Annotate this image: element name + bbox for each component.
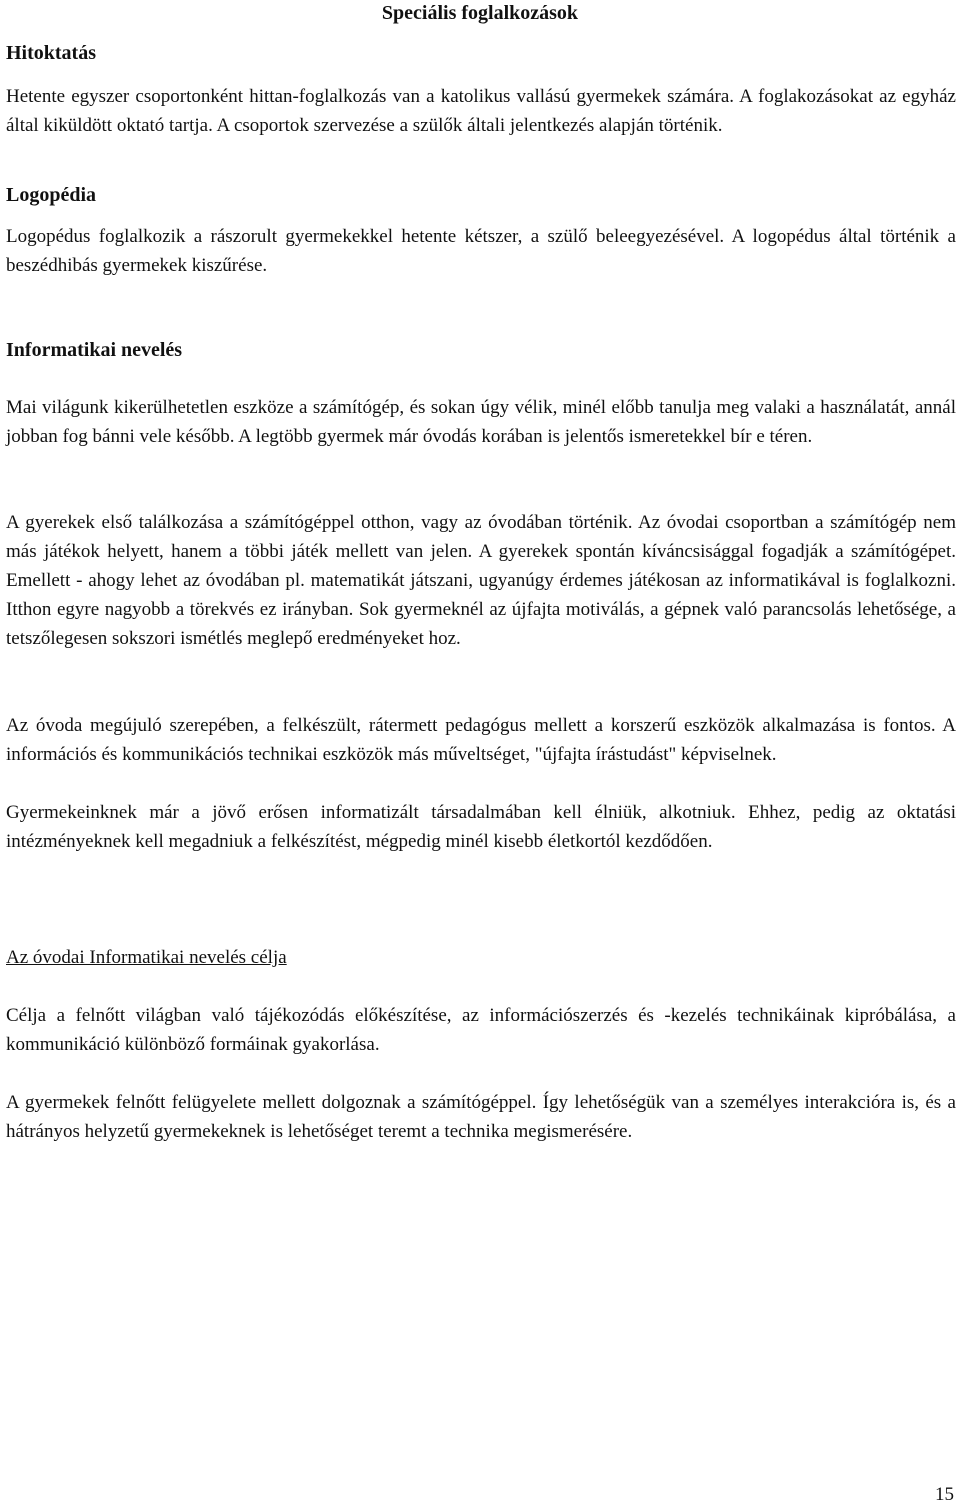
heading-cel: Az óvodai Informatikai nevelés célja bbox=[6, 947, 287, 968]
page-title: Speciális foglalkozások bbox=[381, 2, 579, 24]
paragraph-cel-2: A gyermekek felnőtt felügyelete mellett dolgoznak a számítógéppel. Így lehetőségük van a személyes interakcióra is, és a hátrányos helyzetű gyermekeknek is lehetőséget teremt a technika megismerésére. bbox=[6, 1092, 956, 1142]
paragraph-hitoktatas: Hetente egyszer csoportonként hittan-foglalkozás van a katolikus vallású gyermekek számára. A foglakozásokat az egyház által kiküldött oktató tartja. A csoportok szervezése a szülők általi jelentkezés alapján történik. bbox=[6, 86, 956, 136]
paragraph-informatika-2: A gyerekek első találkozása a számítógéppel otthon, vagy az óvodában történik. Az óvodai csoportban a számítógép nem más játékok helyett, hanem a többi játék mellett van jelen. A gyerekek spontán kíváncsisággal fogadják a számítógépet. Emellett - ahogy lehet az óvodában pl. matematikát játszani, ugyanúgy érdemes játékosan az informatikával is foglalkozni. Itthon egyre nagyobb a törekvés ez irányban. Sok gyermeknél az újfajta motiválás, a gépnek való parancsolás lehetősége, a tetszőlegesen sokszori ismétlés meglepő eredményeket hoz. bbox=[6, 512, 956, 649]
paragraph-informatika-4: Gyermekeinknek már a jövő erősen informatizált társadalmában kell élniük, alkotniuk. Ehhez, pedig az oktatási intézményeknek kell megadniuk a felkészítést, mégpedig minél kisebb életkortól kezdődően. bbox=[6, 802, 956, 852]
paragraph-logopedia: Logopédus foglalkozik a rászorult gyermekekkel hetente kétszer, a szülő beleegyezésével. A logopédus által történik a beszédhibás gyermekek kiszűrése. bbox=[6, 226, 956, 276]
heading-informatika: Informatikai nevelés bbox=[6, 339, 183, 361]
heading-hitoktatas: Hitoktatás bbox=[6, 42, 96, 64]
paragraph-cel-1: Célja a felnőtt világban való tájékozódás előkészítése, az információszerzés és -kezelés technikáinak kipróbálása, a kommunikáció különböző formáinak gyakorlása. bbox=[6, 1005, 956, 1055]
paragraph-informatika-3: Az óvoda megújuló szerepében, a felkészült, rátermett pedagógus mellett a korszerű eszközök alkalmazása is fontos. A információs és kommunikációs technikai eszközök más műveltséget, "újfajta írástudást" képviselnek. bbox=[6, 715, 956, 765]
paragraph-informatika-1: Mai világunk kikerülhetetlen eszköze a számítógép, és sokan úgy vélik, minél előbb tanulja meg valaki a használatát, annál jobban fog bánni vele később. A legtöbb gyermek már óvodás korában is jelentős ismeretekkel bír e téren. bbox=[6, 397, 956, 447]
heading-logopedia: Logopédia bbox=[6, 184, 97, 206]
page-number: 15 bbox=[935, 1484, 954, 1505]
